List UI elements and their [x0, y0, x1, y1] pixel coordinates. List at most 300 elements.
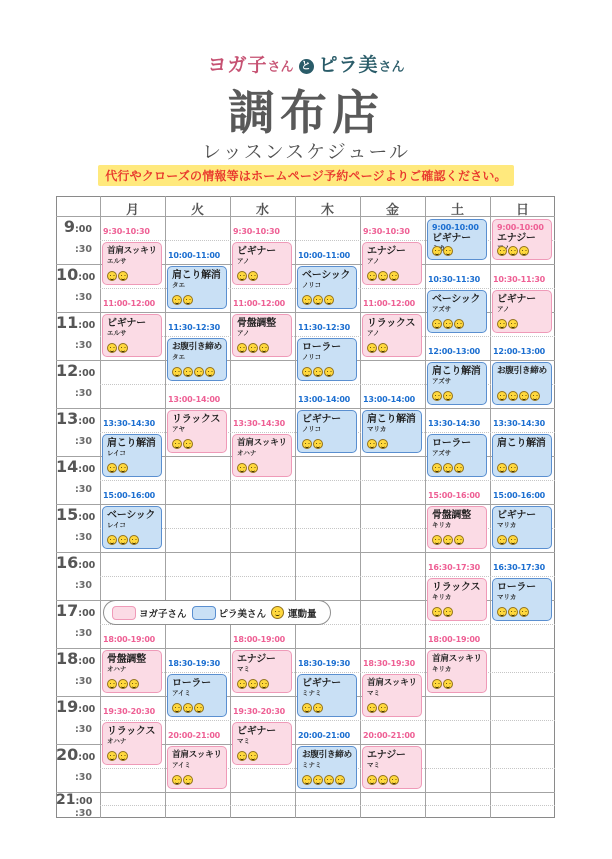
smiley-icon: [367, 343, 377, 353]
lesson-card: [427, 219, 487, 260]
lesson-title: ビギナー: [237, 726, 276, 737]
lesson-time: 18:30-19:30: [168, 659, 221, 668]
lesson-time: 9:30-10:30: [103, 227, 150, 236]
smiley-icon: [118, 271, 128, 281]
lesson-time: 15:00-16:00: [103, 491, 156, 500]
grid-vline: [490, 196, 491, 818]
smiley-icon: [378, 703, 388, 713]
intensity-smileys: [172, 775, 194, 785]
smiley-icon: [378, 343, 388, 353]
smiley-icon: [432, 607, 442, 617]
lesson-title: ローラー: [432, 438, 471, 449]
smiley-icon: [259, 343, 269, 353]
intensity-smileys: [107, 535, 140, 545]
lesson-time: 11:00-12:00: [363, 299, 416, 308]
lesson-title: ビギナー: [107, 318, 146, 329]
lesson-card: [297, 746, 357, 789]
smiley-icon: [389, 271, 399, 281]
lesson-title: 骨盤調整: [237, 318, 276, 329]
smiley-icon: [302, 367, 312, 377]
smiley-icon: [194, 703, 204, 713]
brand-yoga-name: ヨガ子さん: [207, 54, 294, 76]
smiley-icon: [248, 751, 258, 761]
lesson-time: 19:30-20:30: [103, 707, 156, 716]
lesson-time: 9:30-10:30: [363, 227, 410, 236]
smiley-icon: [172, 367, 182, 377]
lesson-title: エナジー: [367, 246, 406, 257]
intensity-smileys: [237, 751, 259, 761]
brand-pila-name: ピラ美さん: [318, 54, 405, 76]
smiley-icon: [497, 319, 507, 329]
lesson-title: ベーシック: [107, 510, 156, 521]
lesson-card: [102, 242, 162, 285]
intensity-smileys: [432, 535, 465, 545]
lesson-title: お腹引き締め: [497, 366, 547, 376]
lesson-title: ローラー: [497, 582, 536, 593]
lesson-instructor: アズサ: [432, 377, 452, 385]
smiley-icon: [313, 295, 323, 305]
lesson-card: [362, 314, 422, 357]
lesson-time: 11:00-12:00: [233, 299, 286, 308]
lesson-time: 15:00-16:00: [493, 491, 546, 500]
lesson-title: 首肩スッキリ: [367, 678, 417, 688]
intensity-smileys: [302, 703, 324, 713]
lesson-time: 18:30-19:30: [363, 659, 416, 668]
legend-pila-swatch: [192, 606, 216, 620]
intensity-smileys: [237, 343, 270, 353]
lesson-card: [492, 219, 552, 260]
lesson-card: [427, 290, 487, 333]
intensity-smileys: [107, 751, 129, 761]
lesson-instructor: タエ: [172, 353, 185, 361]
lesson-time: 12:00-13:00: [493, 347, 546, 356]
lesson-title: お腹引き締め: [302, 750, 352, 760]
lesson-time: 13:30-14:30: [233, 419, 286, 428]
notice-banner: 代行やクローズの情報等はホームページ予約ページよりご確認ください。: [98, 165, 514, 186]
smiley-icon: [313, 775, 323, 785]
grid-vline: [360, 196, 361, 818]
lesson-time: 15:00-16:00: [428, 491, 481, 500]
smiley-icon: [508, 463, 518, 473]
legend-intensity-label: 運動量: [288, 608, 317, 620]
smiley-icon: [497, 246, 507, 256]
smiley-icon: [497, 391, 507, 401]
subtitle: レッスンスケジュール: [201, 141, 411, 163]
smiley-icon: [324, 295, 334, 305]
lesson-title: ローラー: [172, 678, 211, 689]
lesson-card: [102, 434, 162, 477]
intensity-smileys: [497, 319, 519, 329]
smiley-icon: [497, 463, 507, 473]
lesson-instructor: マミ: [237, 737, 250, 745]
smiley-icon: [107, 535, 117, 545]
intensity-smileys: [497, 463, 519, 473]
smiley-icon: [107, 751, 117, 761]
lesson-time: 13:00-14:00: [298, 395, 351, 404]
lesson-instructor: マリカ: [497, 593, 517, 601]
smiley-icon: [324, 367, 334, 377]
lesson-card: [232, 650, 292, 693]
intensity-smileys: [367, 271, 400, 281]
smiley-icon: [443, 246, 453, 256]
lesson-card: [362, 746, 422, 789]
smiley-icon: [248, 679, 258, 689]
intensity-smileys: [237, 679, 270, 689]
lesson-title: お腹引き締め: [172, 342, 222, 352]
smiley-icon: [432, 535, 442, 545]
lesson-instructor: マミ: [367, 689, 380, 697]
lesson-instructor: アヤ: [172, 425, 185, 433]
smiley-icon: [443, 391, 453, 401]
smiley-icon: [367, 271, 377, 281]
smiley-icon: [129, 679, 139, 689]
smiley-icon: [519, 607, 529, 617]
legend-yoga-label: ヨガ子さん: [139, 608, 187, 620]
smiley-icon: [248, 463, 258, 473]
lesson-time: 18:30-19:30: [298, 659, 351, 668]
smiley-icon: [378, 439, 388, 449]
lesson-instructor: アイミ: [172, 761, 191, 769]
lesson-instructor: エルサ: [107, 329, 127, 337]
smiley-icon: [183, 703, 193, 713]
lesson-card: [492, 506, 552, 549]
smiley-icon: [118, 463, 128, 473]
lesson-card: [492, 362, 552, 405]
lesson-time: 10:00-11:00: [168, 251, 221, 260]
intensity-smileys: [497, 246, 530, 256]
intensity-smileys: [107, 463, 129, 473]
lesson-card: [102, 722, 162, 765]
lesson-time: 13:00-14:00: [168, 395, 221, 404]
smiley-icon: [248, 271, 258, 281]
lesson-card: [167, 266, 227, 309]
time-label-17: 17:00 :30: [56, 601, 96, 639]
lesson-title: エナジー: [237, 654, 276, 665]
smiley-icon: [432, 319, 442, 329]
smiley-icon: [302, 439, 312, 449]
lesson-instructor: キリカ: [432, 593, 452, 601]
intensity-smileys: [302, 295, 335, 305]
smiley-icon: [302, 703, 312, 713]
lesson-time: 18:00-19:00: [103, 635, 156, 644]
grid-half-hour-dotted-line: [100, 720, 555, 721]
smiley-icon: [118, 343, 128, 353]
smiley-icon: [454, 319, 464, 329]
smiley-icon: [378, 775, 388, 785]
smiley-icon: [443, 463, 453, 473]
lesson-title: 肩こり解消: [172, 270, 221, 281]
lesson-time: 13:30-14:30: [103, 419, 156, 428]
lesson-time: 13:30-14:30: [428, 419, 481, 428]
time-label-10: 10:00 :30: [56, 265, 96, 303]
smiley-icon: [183, 439, 193, 449]
intensity-smileys: [367, 343, 389, 353]
smiley-icon: [172, 439, 182, 449]
smiley-icon: [237, 679, 247, 689]
grid-half-hour-dotted-line: [100, 480, 555, 481]
time-label-15: 15:00 :30: [56, 505, 96, 543]
lesson-time: 12:00-13:00: [428, 347, 481, 356]
smiley-icon: [367, 703, 377, 713]
lesson-time: 20:00-21:00: [363, 731, 416, 740]
lesson-time: 19:30-20:30: [233, 707, 286, 716]
lesson-title: 肩こり解消: [107, 438, 156, 449]
lesson-time: 10:30-11:30: [493, 275, 546, 284]
grid-vline: [230, 196, 231, 818]
lesson-title: ベーシック: [432, 294, 481, 305]
lesson-instructor: ミナミ: [302, 689, 322, 697]
lesson-instructor: アノ: [497, 305, 510, 313]
smiley-icon: [194, 367, 204, 377]
lesson-instructor: オハナ: [107, 665, 127, 673]
grid-hour-line: [56, 408, 555, 409]
smiley-icon: [508, 535, 518, 545]
time-label-9: 9:00 :30: [63, 217, 92, 255]
day-header-6: 日: [515, 203, 529, 218]
lesson-title: ビギナー: [302, 414, 341, 425]
lesson-instructor: エルサ: [107, 257, 127, 265]
lesson-time: 11:30-12:30: [168, 323, 221, 332]
lesson-card: [492, 290, 552, 333]
legend-yoga-swatch: [112, 606, 136, 620]
lesson-title: ビギナー: [497, 294, 536, 305]
lesson-instructor: マリカ: [367, 425, 387, 433]
intensity-smileys: [432, 246, 454, 256]
intensity-smileys: [367, 439, 389, 449]
smiley-icon: [313, 703, 323, 713]
grid-hour-line: [56, 792, 555, 793]
grid-vline: [165, 196, 166, 818]
lesson-card: [167, 674, 227, 717]
intensity-smileys: [172, 439, 194, 449]
lesson-title: リラックス: [172, 414, 221, 425]
intensity-smileys: [432, 391, 454, 401]
lesson-instructor: マリカ: [497, 521, 517, 529]
intensity-smileys: [302, 439, 324, 449]
lesson-title: 骨盤調整: [107, 654, 146, 665]
lesson-instructor: オハナ: [237, 449, 257, 457]
lesson-title: ビギナー: [432, 233, 471, 244]
lesson-title: 肩こり解消: [367, 414, 416, 425]
intensity-smileys: [107, 271, 129, 281]
lesson-title: ビギナー: [237, 246, 276, 257]
lesson-card: [427, 506, 487, 549]
intensity-smileys: [432, 319, 465, 329]
smiley-icon: [432, 246, 442, 256]
intensity-smileys: [497, 391, 541, 401]
lesson-card: [297, 266, 357, 309]
brand-logo: [0, 50, 612, 77]
lesson-title: ローラー: [302, 342, 341, 353]
smiley-icon: [454, 463, 464, 473]
lesson-instructor: キリカ: [432, 521, 452, 529]
lesson-time: 16:30-17:30: [493, 563, 546, 572]
lesson-time: 11:30-12:30: [298, 323, 351, 332]
lesson-instructor: キリカ: [432, 665, 452, 673]
intensity-smileys: [432, 679, 454, 689]
intensity-smileys: [107, 679, 140, 689]
lesson-title: ビギナー: [302, 678, 341, 689]
lesson-title: 骨盤調整: [432, 510, 471, 521]
intensity-smileys: [237, 271, 259, 281]
lesson-time: 20:00-21:00: [168, 731, 221, 740]
grid-hour-line: [56, 648, 555, 649]
smiley-icon: [367, 775, 377, 785]
smiley-icon: [367, 439, 377, 449]
lesson-instructor: ノリコ: [302, 353, 322, 361]
intensity-smileys: [302, 775, 346, 785]
smiley-icon: [107, 463, 117, 473]
smiley-icon: [172, 295, 182, 305]
day-header-0: 月: [125, 203, 139, 218]
lesson-instructor: アノ: [367, 329, 380, 337]
intensity-smileys: [497, 607, 530, 617]
smiley-icon: [443, 607, 453, 617]
lesson-card: [102, 506, 162, 549]
intensity-smileys: [432, 463, 465, 473]
intensity-smileys: [367, 775, 400, 785]
lesson-card: [492, 434, 552, 477]
day-header-3: 木: [320, 203, 334, 218]
smiley-icon: [237, 271, 247, 281]
intensity-smileys: [172, 295, 194, 305]
lesson-instructor: タエ: [172, 281, 185, 289]
smiley-icon: [324, 775, 334, 785]
smiley-icon: [107, 343, 117, 353]
smiley-icon: [508, 246, 518, 256]
lesson-time: 20:00-21:00: [298, 731, 351, 740]
smiley-icon: [497, 607, 507, 617]
smiley-icon: [389, 775, 399, 785]
smiley-icon: [172, 775, 182, 785]
lesson-time: 13:00-14:00: [363, 395, 416, 404]
smiley-icon: [107, 679, 117, 689]
smiley-icon: [183, 295, 193, 305]
smiley-icon: [443, 319, 453, 329]
lesson-card: [427, 362, 487, 405]
intensity-smileys: [367, 703, 389, 713]
smiley-icon: [259, 679, 269, 689]
intensity-smileys: [302, 367, 335, 377]
lesson-instructor: ミナミ: [302, 761, 322, 769]
lesson-title: エナジー: [497, 233, 536, 244]
lesson-time: 10:00-11:00: [298, 251, 351, 260]
smiley-icon: [118, 751, 128, 761]
smiley-icon: [183, 367, 193, 377]
intensity-smileys: [172, 703, 205, 713]
lesson-instructor: アノ: [237, 257, 250, 265]
legend-pila-label: ピラ美さん: [218, 608, 267, 620]
lesson-time: 18:00-19:00: [233, 635, 286, 644]
lesson-title: 肩こり解消: [497, 438, 546, 449]
lesson-card: [297, 410, 357, 453]
notice-wrap: [0, 165, 612, 186]
lesson-card: [102, 650, 162, 693]
lesson-card: [167, 746, 227, 789]
smiley-icon: [508, 319, 518, 329]
lesson-instructor: レイコ: [107, 521, 126, 529]
smiley-icon: [508, 391, 518, 401]
grid-vline: [295, 196, 296, 818]
brand-connector-badge: と: [299, 59, 314, 74]
smiley-icon: [335, 775, 345, 785]
grid-hour-line: [56, 552, 555, 553]
lesson-time: 9:30-10:30: [233, 227, 280, 236]
lesson-instructor: アイミ: [172, 689, 191, 697]
smiley-icon: [237, 343, 247, 353]
lesson-card: [232, 242, 292, 285]
lesson-time: 10:30-11:30: [428, 275, 481, 284]
smiley-icon: [107, 271, 117, 281]
lesson-time: 9:00-10:00: [432, 223, 479, 232]
time-label-20: 20:00 :30: [56, 745, 96, 783]
smiley-icon: [313, 367, 323, 377]
lesson-title: リラックス: [107, 726, 156, 737]
lesson-title: 首肩スッキリ: [107, 246, 157, 256]
legend-smiley-icon: [271, 606, 284, 619]
time-label-21: 21:00 :30: [56, 792, 93, 819]
lesson-instructor: アズサ: [432, 305, 452, 313]
lesson-instructor: アノ: [237, 329, 250, 337]
intensity-smileys: [237, 463, 259, 473]
smiley-icon: [183, 775, 193, 785]
grid-hour-line: [56, 504, 555, 505]
lesson-time: 9:00-10:00: [497, 223, 544, 232]
day-header-1: 火: [190, 203, 204, 218]
lesson-title: リラックス: [432, 582, 481, 593]
intensity-smileys: [497, 535, 519, 545]
grid-half-hour-dotted-line: [100, 336, 555, 337]
lesson-card: [362, 674, 422, 717]
lesson-instructor: オハナ: [107, 737, 127, 745]
lesson-title: 首肩スッキリ: [432, 654, 482, 664]
lesson-time: 11:00-12:00: [103, 299, 156, 308]
legend: [103, 600, 331, 625]
smiley-icon: [302, 775, 312, 785]
smiley-icon: [508, 607, 518, 617]
lesson-instructor: アノ: [367, 257, 380, 265]
smiley-icon: [378, 271, 388, 281]
lesson-card: [362, 242, 422, 285]
lesson-title: リラックス: [367, 318, 416, 329]
smiley-icon: [519, 391, 529, 401]
smiley-icon: [302, 295, 312, 305]
smiley-icon: [497, 535, 507, 545]
lesson-instructor: ノリコ: [302, 281, 322, 289]
time-label-19: 19:00 :30: [56, 697, 96, 735]
lesson-card: [492, 578, 552, 621]
intensity-smileys: [432, 607, 454, 617]
lesson-card: [167, 410, 227, 453]
smiley-icon: [248, 343, 258, 353]
lesson-card: [232, 722, 292, 765]
smiley-icon: [129, 535, 139, 545]
time-label-16: 16:00 :30: [56, 553, 96, 591]
grid-vline: [425, 196, 426, 818]
smiley-icon: [118, 535, 128, 545]
day-header-4: 金: [385, 203, 399, 218]
lesson-card: [427, 578, 487, 621]
intensity-smileys: [172, 367, 216, 377]
lesson-title: 肩こり解消: [432, 366, 481, 377]
day-header-5: 土: [450, 203, 464, 218]
smiley-icon: [237, 463, 247, 473]
smiley-icon: [432, 679, 442, 689]
smiley-icon: [454, 535, 464, 545]
lesson-card: [167, 338, 227, 381]
lesson-instructor: レイコ: [107, 449, 126, 457]
lesson-title: ベーシック: [302, 270, 351, 281]
